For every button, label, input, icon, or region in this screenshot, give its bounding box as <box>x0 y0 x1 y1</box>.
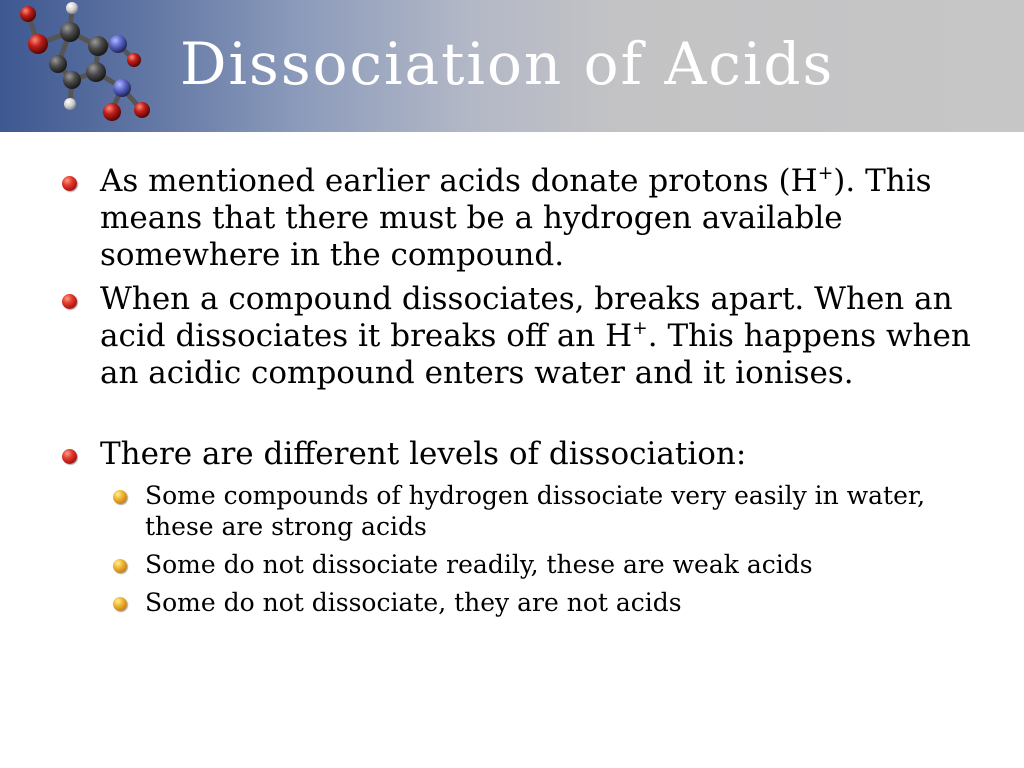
bullet-text: ). This means that there must be a hydrogen available somewhere in the compound. <box>100 163 932 273</box>
bullet-item <box>100 163 980 274</box>
bullet-text: There are different levels of dissociation: <box>100 436 747 472</box>
title-banner <box>0 0 1024 132</box>
bullet-text: . This happens when an acidic compound enters water and it ionises. <box>100 318 971 391</box>
bullet-item <box>100 281 980 392</box>
sub-bullet-text: Some compounds of hydrogen dissociate very easily in water, these are strong acids <box>145 481 926 541</box>
red-sphere-bullet-icon <box>62 294 77 309</box>
sub-bullet-item <box>145 549 965 580</box>
bullet-text: As mentioned earlier acids donate protons (H <box>100 163 818 199</box>
bullet-item <box>100 436 980 473</box>
red-sphere-bullet-icon <box>62 176 77 191</box>
orange-sphere-bullet-icon <box>113 597 127 611</box>
orange-sphere-bullet-icon <box>113 490 127 504</box>
orange-sphere-bullet-icon <box>113 559 127 573</box>
sub-bullet-text: Some do not dissociate, they are not acids <box>145 588 682 617</box>
sub-bullet-item <box>145 480 965 542</box>
sub-bullet-item <box>145 587 965 618</box>
sub-bullet-text: Some do not dissociate readily, these are weak acids <box>145 550 813 579</box>
red-sphere-bullet-icon <box>62 449 77 464</box>
superscript-plus: + <box>817 162 834 184</box>
superscript-plus: + <box>632 317 648 339</box>
molecule-model-icon <box>0 0 170 132</box>
slide-title: Dissociation of Acids <box>180 30 835 98</box>
bullet-text: When a compound dissociates, breaks apart. When an acid dissociates it breaks off an H <box>100 281 953 354</box>
